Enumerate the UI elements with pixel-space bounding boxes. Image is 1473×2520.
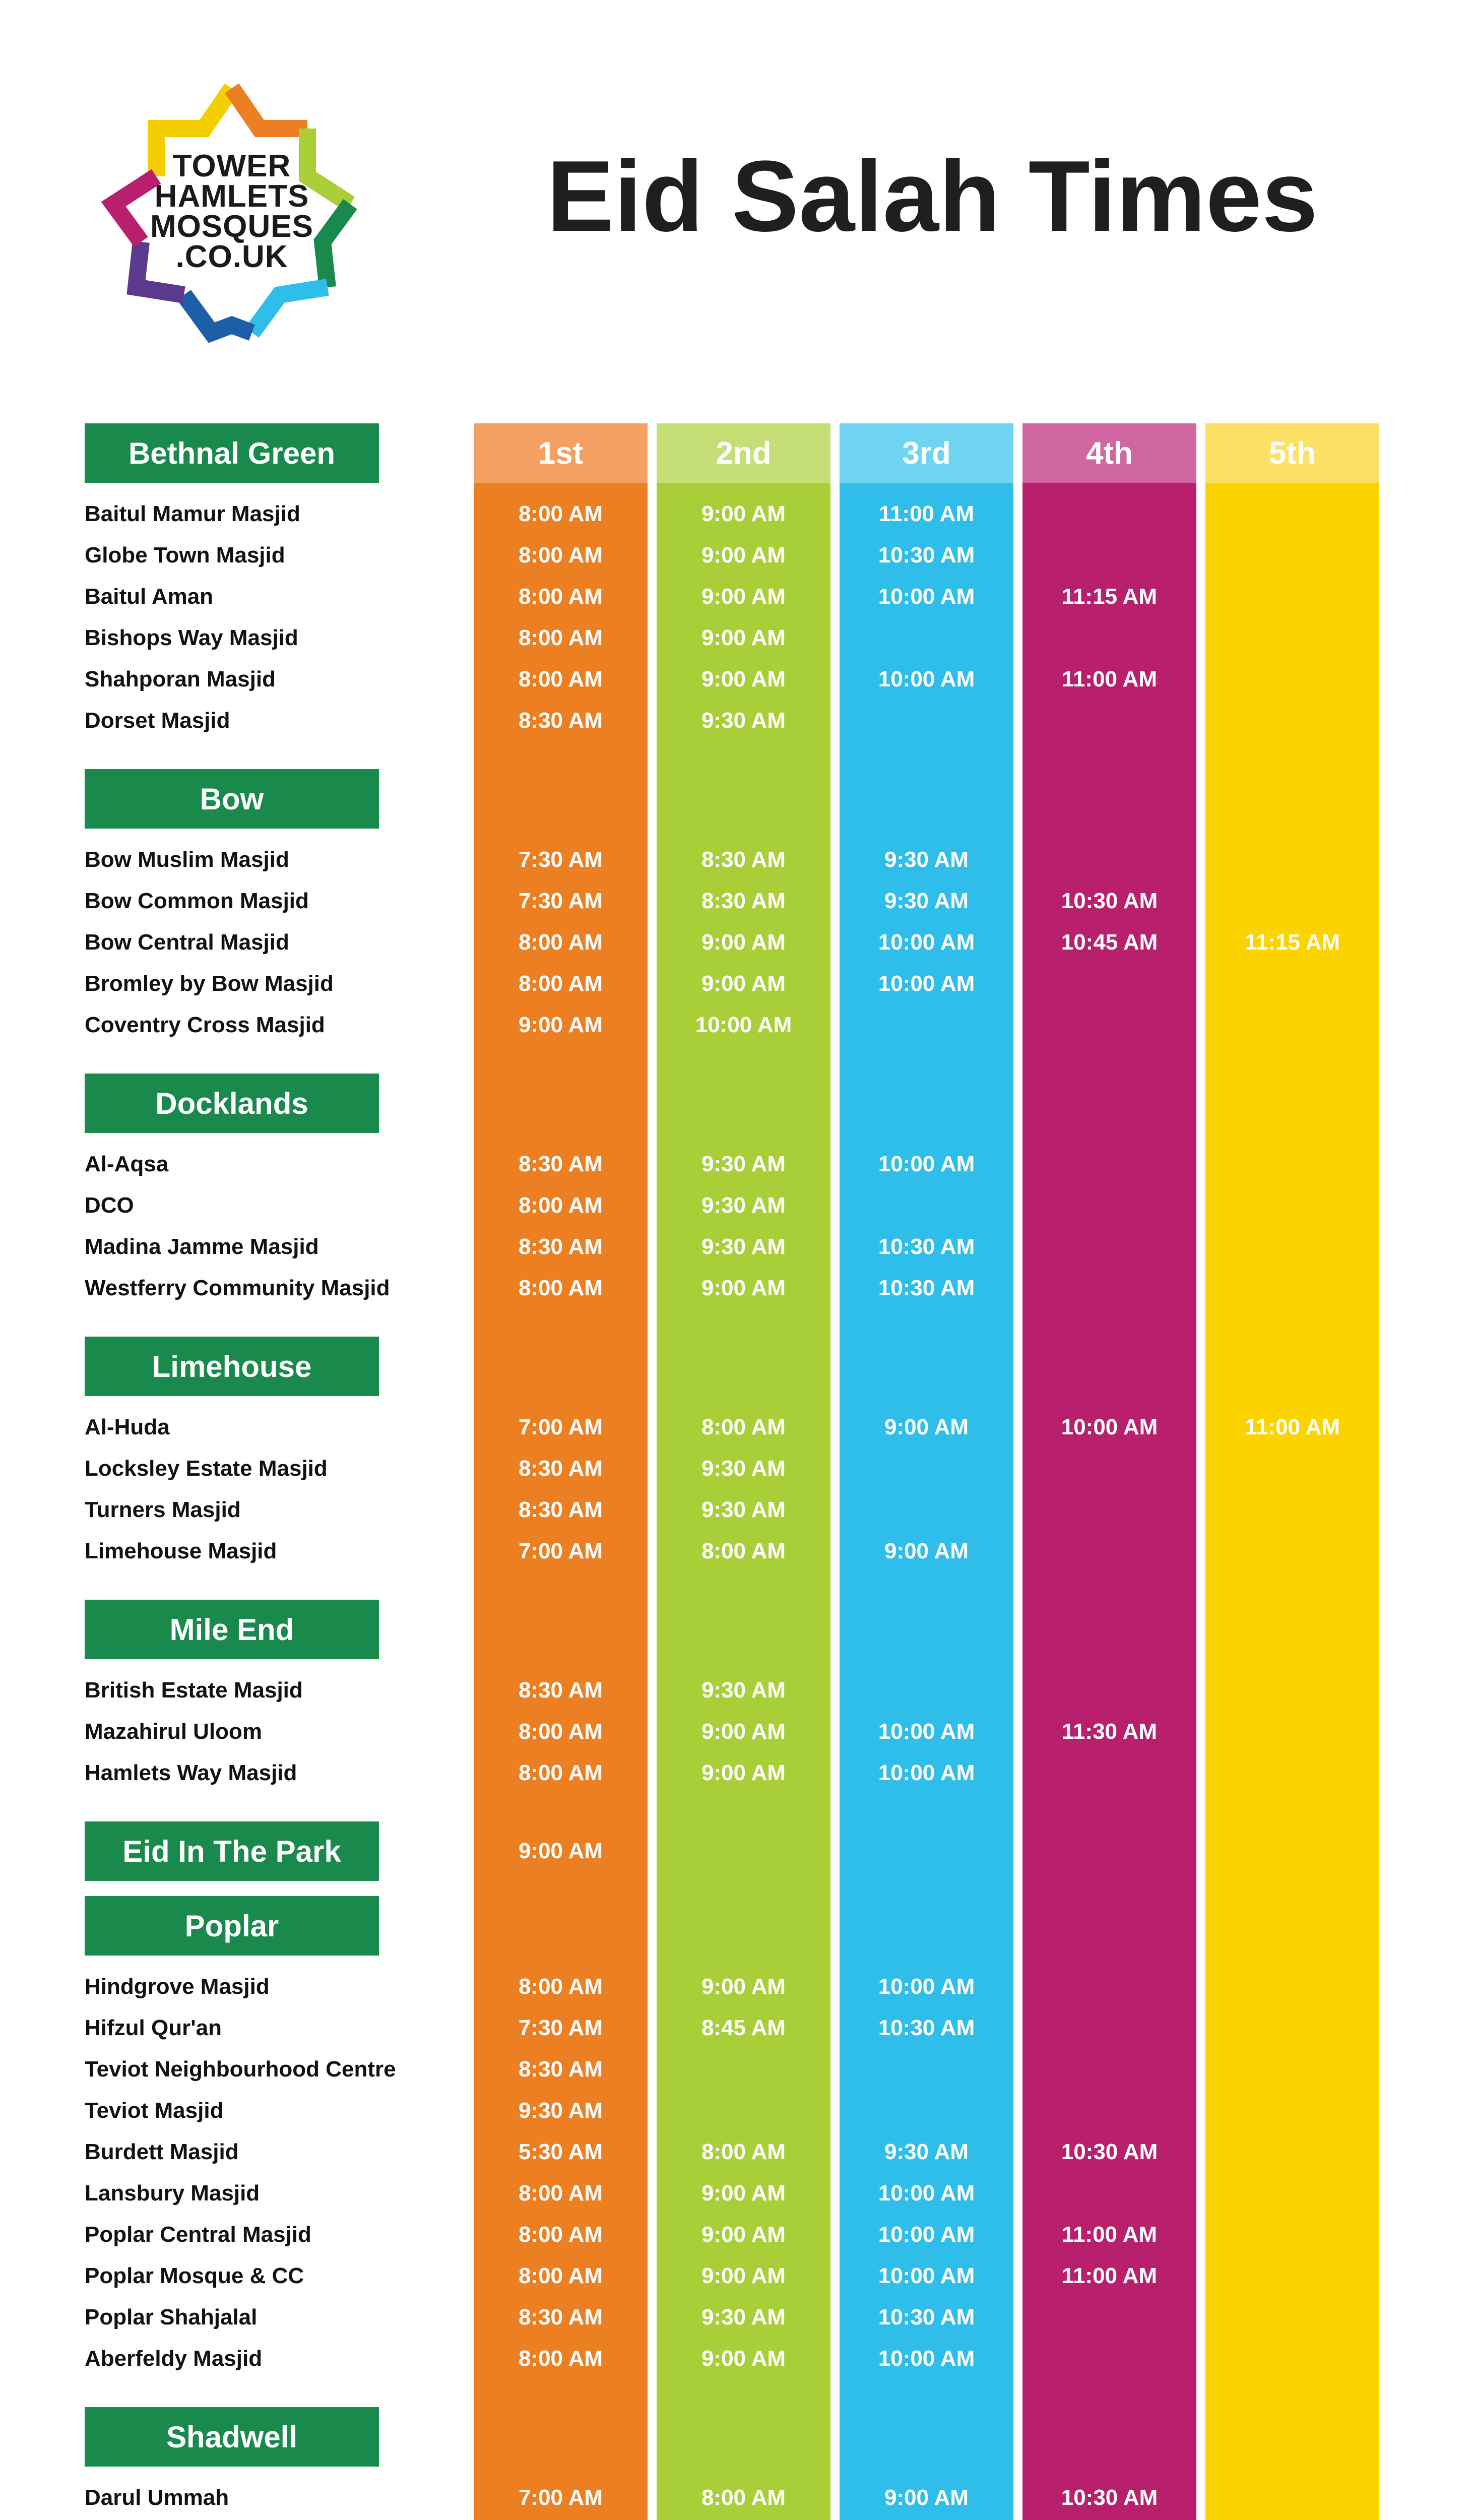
- mosque-name: Poplar Mosque & CC: [85, 2263, 304, 2288]
- salah-time: 11:15 AM: [1061, 584, 1158, 609]
- logo-line: MOSQUES: [150, 209, 313, 244]
- salah-time: 10:30 AM: [1061, 889, 1158, 913]
- salah-time: 10:00 AM: [878, 930, 975, 955]
- section-header: Bow: [85, 769, 379, 829]
- salah-time: 7:30 AM: [518, 847, 603, 872]
- logo-line: .CO.UK: [175, 239, 288, 274]
- salah-time: 8:00 AM: [518, 2222, 603, 2247]
- salah-time: 9:00 AM: [701, 501, 786, 526]
- salah-time: 9:30 AM: [701, 1678, 786, 1703]
- salah-time: 8:00 AM: [518, 584, 603, 609]
- salah-time: 10:00 AM: [878, 1974, 975, 1999]
- mosque-name: Al-Aqsa: [85, 1152, 169, 1176]
- section-header: Shadwell: [85, 2407, 379, 2467]
- salah-time: 8:30 AM: [518, 2305, 603, 2329]
- salah-time: 10:30 AM: [1061, 2139, 1158, 2164]
- salah-time: 8:00 AM: [701, 1415, 786, 1439]
- mosque-name: Bow Muslim Masjid: [85, 847, 289, 872]
- salah-time: 9:30 AM: [701, 2305, 786, 2329]
- mosque-name: Poplar Shahjalal: [85, 2305, 258, 2329]
- salah-time: 8:30 AM: [518, 708, 603, 733]
- salah-time: 9:00 AM: [701, 584, 786, 609]
- salah-time: 9:30 AM: [884, 889, 969, 913]
- column-header: 4th: [1022, 423, 1196, 483]
- salah-time: 11:00 AM: [1061, 2222, 1158, 2247]
- salah-time: 8:00 AM: [518, 2263, 603, 2288]
- mosque-name: Shahporan Masjid: [85, 667, 276, 691]
- salah-time: 8:00 AM: [518, 2346, 603, 2371]
- mosque-name: Hamlets Way Masjid: [85, 1760, 297, 1785]
- salah-time: 9:00 AM: [701, 667, 786, 691]
- mosque-name: Mazahirul Uloom: [85, 1719, 263, 1744]
- salah-time: 8:30 AM: [518, 1152, 603, 1176]
- mosque-name: Dorset Masjid: [85, 708, 230, 733]
- salah-time: 8:30 AM: [518, 1497, 603, 1522]
- salah-time: 8:00 AM: [518, 1276, 603, 1300]
- salah-time: 8:00 AM: [518, 543, 603, 568]
- salah-time: 10:30 AM: [878, 1234, 975, 1259]
- salah-time: 8:00 AM: [518, 1974, 603, 1999]
- salah-time: 10:30 AM: [878, 543, 975, 568]
- salah-time: 9:00 AM: [518, 1839, 603, 1863]
- mosque-name: Baitul Aman: [85, 584, 214, 609]
- salah-time: 10:00 AM: [878, 1152, 975, 1176]
- salah-time: 9:30 AM: [701, 1234, 786, 1259]
- salah-time: 9:00 AM: [701, 543, 786, 568]
- salah-time: 11:30 AM: [1061, 1719, 1158, 1744]
- mosque-name: Darul Ummah: [85, 2485, 229, 2510]
- salah-time: 9:00 AM: [701, 2263, 786, 2288]
- column-header: 3rd: [840, 423, 1013, 483]
- salah-time: 9:00 AM: [884, 1415, 969, 1439]
- salah-time: 9:00 AM: [701, 1974, 786, 1999]
- salah-time: 8:30 AM: [518, 1678, 603, 1703]
- logo-line: TOWER: [172, 149, 291, 183]
- mosque-name: Locksley Estate Masjid: [85, 1456, 328, 1481]
- salah-time: 11:00 AM: [1061, 2263, 1158, 2288]
- salah-time: 9:30 AM: [701, 1497, 786, 1522]
- salah-time: 9:00 AM: [701, 1719, 786, 1744]
- salah-time: 8:30 AM: [518, 2057, 603, 2082]
- salah-time: 8:00 AM: [518, 1719, 603, 1744]
- salah-time: 9:00 AM: [884, 2485, 969, 2510]
- salah-time: 9:00 AM: [701, 2181, 786, 2206]
- salah-time: 10:00 AM: [695, 1013, 792, 1037]
- logo-line: HAMLETS: [154, 179, 309, 214]
- salah-time: 8:00 AM: [518, 2181, 603, 2206]
- salah-time: 8:00 AM: [518, 930, 603, 955]
- mosque-name: Burdett Masjid: [85, 2139, 239, 2164]
- salah-time: 11:00 AM: [1061, 667, 1158, 691]
- salah-time: 10:30 AM: [1061, 2485, 1158, 2510]
- section-header: Poplar: [85, 1896, 379, 1956]
- mosque-name: Bromley by Bow Masjid: [85, 971, 334, 996]
- salah-time: 9:00 AM: [701, 625, 786, 650]
- mosque-name: Bow Common Masjid: [85, 889, 309, 913]
- salah-time: 7:30 AM: [518, 889, 603, 913]
- salah-time: 8:30 AM: [518, 1234, 603, 1259]
- salah-time: 8:00 AM: [701, 1539, 786, 1563]
- mosque-name: Westferry Community Masjid: [85, 1276, 390, 1300]
- salah-time: 10:00 AM: [878, 1719, 975, 1744]
- section-header: Docklands: [85, 1074, 379, 1133]
- column-bar-5th: [1205, 483, 1379, 2520]
- salah-time: 10:00 AM: [878, 667, 975, 691]
- mosque-name: Aberfeldy Masjid: [85, 2346, 263, 2371]
- salah-time: 8:30 AM: [518, 1456, 603, 1481]
- salah-time: 10:00 AM: [878, 2346, 975, 2371]
- salah-time: 9:30 AM: [701, 1152, 786, 1176]
- salah-time: 9:00 AM: [701, 971, 786, 996]
- salah-time: 9:30 AM: [518, 2098, 603, 2123]
- salah-time: 9:00 AM: [701, 2222, 786, 2247]
- salah-time: 8:00 AM: [518, 1760, 603, 1785]
- page-title: Eid Salah Times: [546, 140, 1318, 253]
- salah-time: 11:00 AM: [1244, 1415, 1340, 1439]
- salah-time: 10:00 AM: [1061, 1415, 1158, 1439]
- mosque-name: Teviot Neighbourhood Centre: [85, 2057, 396, 2082]
- column-header: 5th: [1205, 423, 1379, 483]
- salah-time: 8:00 AM: [518, 625, 603, 650]
- salah-time: 10:45 AM: [1061, 930, 1158, 955]
- tower-hamlets-mosques-logo: [91, 71, 373, 353]
- salah-time: 10:30 AM: [878, 2015, 975, 2040]
- column-header: 1st: [474, 423, 648, 483]
- mosque-name: Hindgrove Masjid: [85, 1974, 270, 1999]
- salah-time: 9:00 AM: [884, 1539, 969, 1563]
- salah-time: 8:30 AM: [701, 889, 786, 913]
- column-bar-4th: [1022, 483, 1196, 2520]
- salah-time: 10:00 AM: [878, 1760, 975, 1785]
- salah-time: 10:00 AM: [878, 2222, 975, 2247]
- logo-wordmark: [91, 71, 373, 353]
- mosque-name: Coventry Cross Masjid: [85, 1013, 325, 1037]
- section-header: Eid In The Park: [85, 1821, 379, 1881]
- mosque-name: Al-Huda: [85, 1415, 170, 1439]
- salah-time: 9:00 AM: [701, 1276, 786, 1300]
- salah-time: 10:30 AM: [878, 2305, 975, 2329]
- salah-time: 8:30 AM: [701, 847, 786, 872]
- salah-time: 7:00 AM: [518, 1539, 603, 1563]
- salah-time: 7:00 AM: [518, 1415, 603, 1439]
- salah-time: 9:00 AM: [701, 2346, 786, 2371]
- salah-time: 9:30 AM: [884, 847, 969, 872]
- salah-time: 9:00 AM: [701, 1760, 786, 1785]
- salah-time: 8:00 AM: [518, 1193, 603, 1218]
- mosque-name: British Estate Masjid: [85, 1678, 303, 1703]
- salah-time: 9:00 AM: [701, 930, 786, 955]
- mosque-name: Madina Jamme Masjid: [85, 1234, 319, 1259]
- salah-time: 9:30 AM: [701, 1193, 786, 1218]
- salah-time: 8:00 AM: [518, 971, 603, 996]
- salah-time: 9:30 AM: [884, 2139, 969, 2164]
- section-header: Mile End: [85, 1600, 379, 1659]
- mosque-name: Teviot Masjid: [85, 2098, 224, 2123]
- mosque-name: Limehouse Masjid: [85, 1539, 277, 1563]
- mosque-name: DCO: [85, 1193, 134, 1218]
- salah-time: 8:45 AM: [701, 2015, 786, 2040]
- mosque-name: Baitul Mamur Masjid: [85, 501, 300, 526]
- mosque-name: Lansbury Masjid: [85, 2181, 260, 2206]
- salah-time: 8:00 AM: [701, 2139, 786, 2164]
- salah-time: 8:00 AM: [518, 667, 603, 691]
- column-bar-3rd: [840, 483, 1013, 2520]
- salah-time: 9:00 AM: [518, 1013, 603, 1037]
- salah-time: 10:30 AM: [878, 1276, 975, 1300]
- salah-time: 10:00 AM: [878, 2181, 975, 2206]
- salah-time: 5:30 AM: [518, 2139, 603, 2164]
- salah-time: 7:30 AM: [518, 2015, 603, 2040]
- salah-time: 10:00 AM: [878, 971, 975, 996]
- salah-time: 9:30 AM: [701, 1456, 786, 1481]
- salah-time: 9:30 AM: [701, 708, 786, 733]
- column-header: 2nd: [657, 423, 830, 483]
- salah-time: 8:00 AM: [701, 2485, 786, 2510]
- salah-time: 10:00 AM: [878, 584, 975, 609]
- salah-time: 8:00 AM: [518, 501, 603, 526]
- mosque-name: Turners Masjid: [85, 1497, 241, 1522]
- salah-time: 11:15 AM: [1244, 930, 1340, 955]
- mosque-name: Bow Central Masjid: [85, 930, 289, 955]
- mosque-name: Hifzul Qur'an: [85, 2015, 222, 2040]
- mosque-name: Globe Town Masjid: [85, 543, 285, 568]
- salah-time: 7:00 AM: [518, 2485, 603, 2510]
- salah-time: 11:00 AM: [878, 501, 975, 526]
- mosque-name: Poplar Central Masjid: [85, 2222, 311, 2247]
- salah-time: 10:00 AM: [878, 2263, 975, 2288]
- mosque-name: Bishops Way Masjid: [85, 625, 298, 650]
- section-header: Bethnal Green: [85, 423, 379, 483]
- section-header: Limehouse: [85, 1337, 379, 1396]
